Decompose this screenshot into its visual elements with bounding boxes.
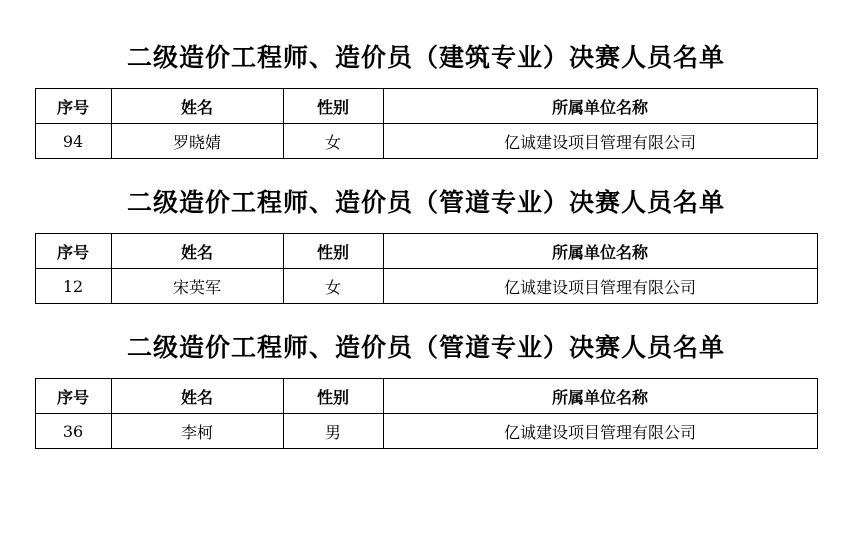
roster-table-1 [35, 88, 818, 159]
column-header-unit: 所属单位名称 [383, 89, 817, 124]
roster-section-1 [18, 0, 834, 159]
section-title-1: 二级造价工程师、造价员（建筑专业）决赛人员名单 [126, 43, 725, 72]
cell-no: 12 [35, 269, 111, 304]
column-header-sex: 性别 [283, 234, 383, 269]
table-header-row [35, 379, 817, 414]
column-header-name: 姓名 [111, 89, 283, 124]
table-row [35, 414, 817, 449]
column-header-unit: 所属单位名称 [383, 379, 817, 414]
cell-sex: 男 [283, 414, 383, 449]
cell-name: 罗晓婧 [111, 124, 283, 159]
column-header-name: 姓名 [111, 234, 283, 269]
column-header-no: 序号 [35, 89, 111, 124]
column-header-sex: 性别 [283, 89, 383, 124]
cell-sex: 女 [283, 124, 383, 159]
column-header-sex: 性别 [283, 379, 383, 414]
table-header-row [35, 89, 817, 124]
column-header-unit: 所属单位名称 [383, 234, 817, 269]
cell-unit: 亿诚建设项目管理有限公司 [383, 124, 817, 159]
column-header-name: 姓名 [111, 379, 283, 414]
roster-section-2 [18, 159, 834, 304]
section-title-2: 二级造价工程师、造价员（管道专业）决赛人员名单 [126, 188, 725, 217]
column-header-no: 序号 [35, 234, 111, 269]
table-header-row [35, 234, 817, 269]
cell-name: 宋英军 [111, 269, 283, 304]
section-title-3: 二级造价工程师、造价员（管道专业）决赛人员名单 [126, 333, 725, 362]
cell-unit: 亿诚建设项目管理有限公司 [383, 269, 817, 304]
cell-no: 94 [35, 124, 111, 159]
roster-table-3 [35, 378, 818, 449]
cell-no: 36 [35, 414, 111, 449]
cell-sex: 女 [283, 269, 383, 304]
table-row [35, 124, 817, 159]
roster-section-3 [18, 304, 834, 449]
cell-name: 李柯 [111, 414, 283, 449]
roster-table-2 [35, 233, 818, 304]
column-header-no: 序号 [35, 379, 111, 414]
table-row [35, 269, 817, 304]
cell-unit: 亿诚建设项目管理有限公司 [383, 414, 817, 449]
